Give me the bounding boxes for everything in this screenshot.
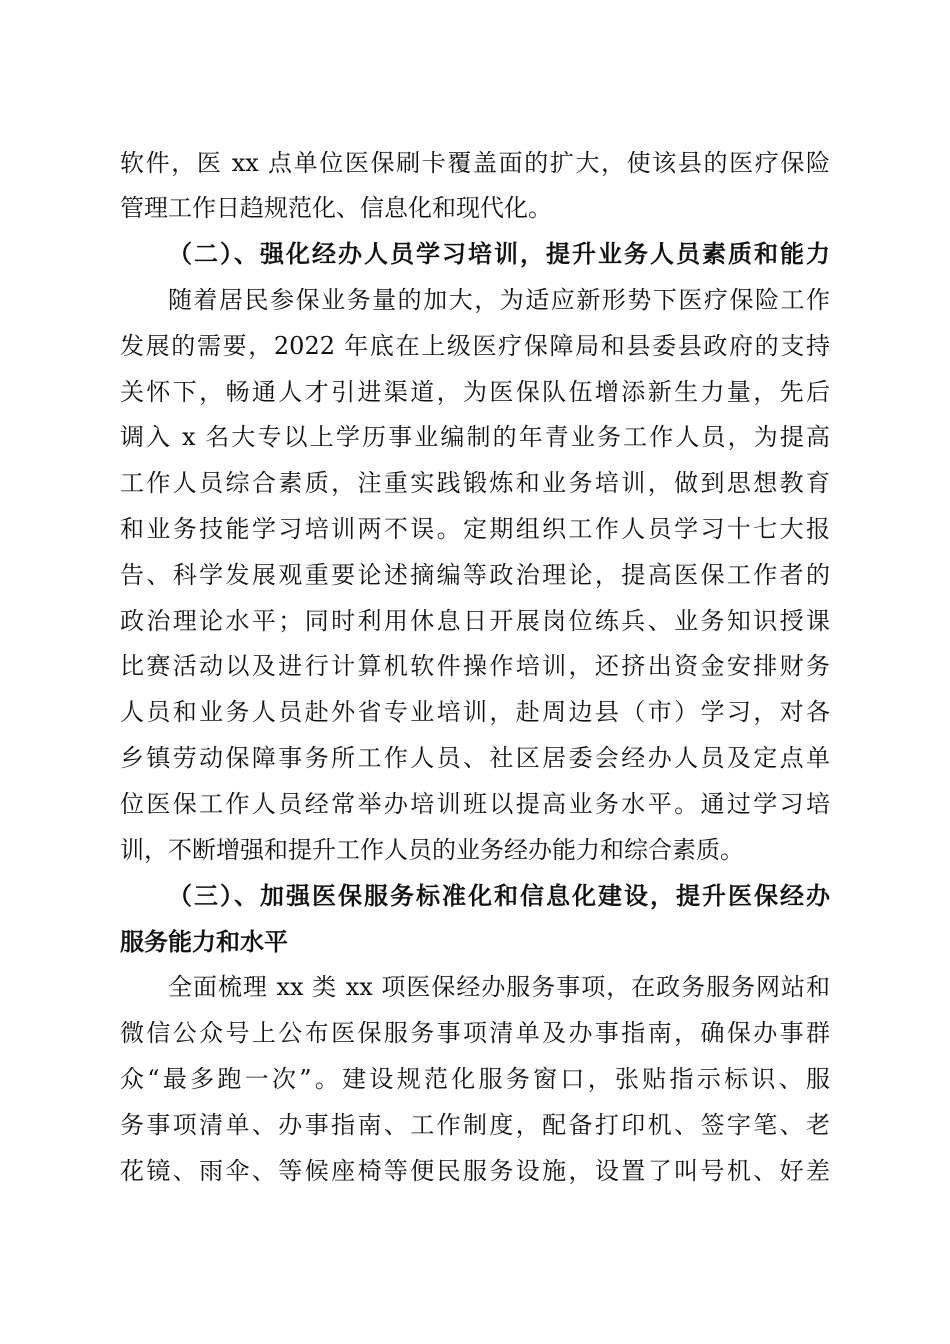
body-line: 告、科学发展观重要论述摘编等政治理论，提高医保工作者的: [120, 561, 830, 589]
body-line: 和业务技能学习培训两不误。定期组织工作人员学习十七大报: [120, 515, 830, 543]
body-line: 训，不断增强和提升工作人员的业务经办能力和综合素质。: [120, 836, 744, 864]
body-line: 微信公众号上公布医保服务事项清单及办事指南，确保办事群: [120, 1019, 830, 1047]
body-line: 随着居民参保业务量的加大，为适应新形势下医疗保险工作: [168, 286, 830, 314]
body-line: 人员和业务人员赴外省专业培训，赴周边县（市）学习，对各: [120, 698, 830, 726]
body-line: 位医保工作人员经常举办培训班以提高业务水平。通过学习培: [120, 790, 830, 818]
body-line: 关怀下，畅通人才引进渠道，为医保队伍增添新生力量，先后: [120, 378, 830, 406]
body-line: 比赛活动以及进行计算机软件操作培训，还挤出资金安排财务: [120, 652, 830, 680]
body-line: 软件，医 xx 点单位医保刷卡覆盖面的扩大，使该县的医疗保险: [120, 149, 830, 177]
body-line: 众“最多跑一次”。建设规范化服务窗口，张贴指示标识、服: [120, 1065, 830, 1093]
body-line: 乡镇劳动保障事务所工作人员、社区居委会经办人员及定点单: [120, 744, 830, 772]
body-line: 工作人员综合素质，注重实践锻炼和业务培训，做到思想教育: [120, 469, 830, 497]
section-heading-3: （三）、加强医保服务标准化和信息化建设，提升医保经办: [168, 881, 830, 910]
section-heading-2: （二）、强化经办人员学习培训，提升业务人员素质和能力: [168, 239, 830, 268]
body-line: 调入 x 名大专以上学历事业编制的年青业务工作人员，为提高: [120, 423, 830, 451]
body-line: 全面梳理 xx 类 xx 项医保经办服务事项，在政务服务网站和: [168, 973, 830, 1001]
body-line: 务事项清单、办事指南、工作制度，配备打印机、签字笔、老: [120, 1111, 830, 1139]
body-line: 发展的需要，2022 年底在上级医疗保障局和县委县政府的支持: [120, 332, 830, 360]
section-heading-3-cont: 服务能力和水平: [120, 927, 288, 956]
body-line: 花镜、雨伞、等候座椅等便民服务设施，设置了叫号机、好差: [120, 1157, 830, 1185]
body-line: 管理工作日趋规范化、信息化和现代化。: [120, 194, 552, 222]
body-line: 政治理论水平；同时利用休息日开展岗位练兵、业务知识授课: [120, 607, 830, 635]
